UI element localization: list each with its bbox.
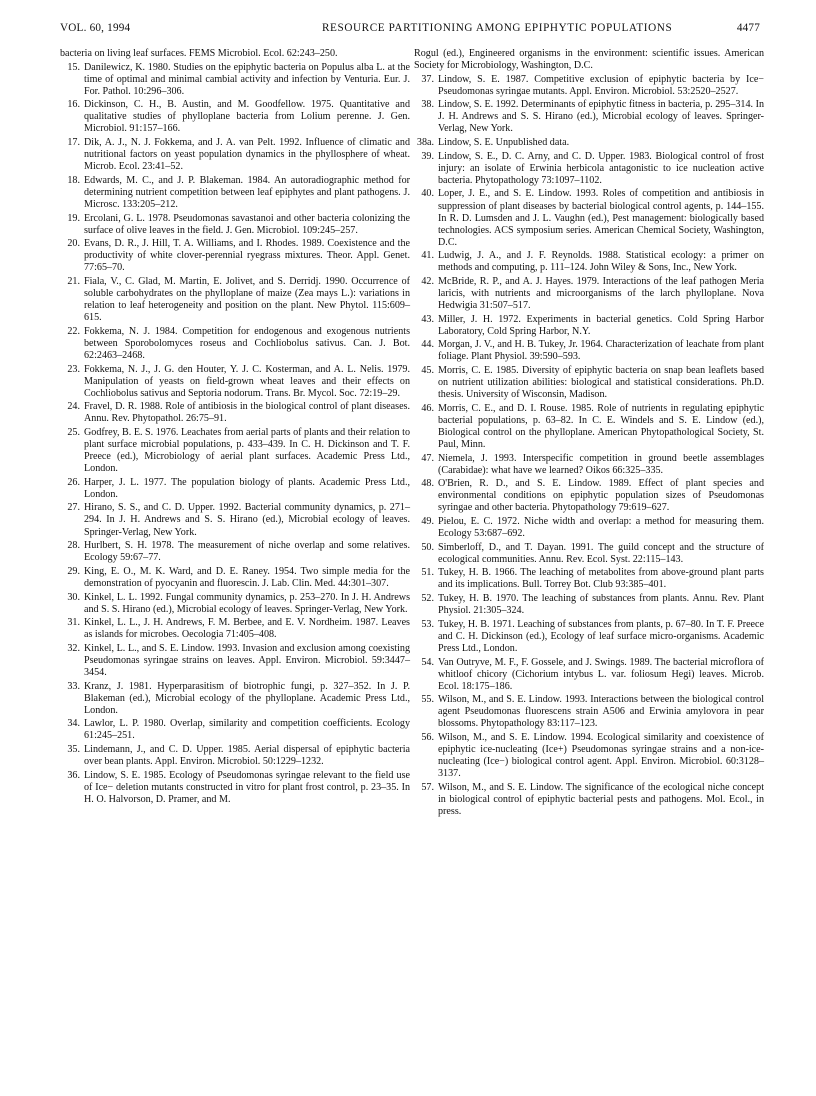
reference-entry bbox=[60, 718, 410, 742]
reference-text: Lindow, S. E. 1992. Determinants of epiphytic fitness in bacteria, p. 295–314. In J. H. Andrews and S. S. Hirano (ed.), Microbial ecology of leaves. Springer-Verlag, New York. bbox=[438, 99, 764, 135]
reference-text: Miller, J. H. 1972. Experiments in bacterial genetics. Cold Spring Harbor Laboratory, Cold Spring Harbor, N.Y. bbox=[438, 313, 764, 337]
reference-number: 22. bbox=[67, 325, 80, 337]
reference-entry bbox=[414, 694, 764, 730]
reference-text: Kinkel, L. L., J. H. Andrews, F. M. Berbee, and E. V. Nordheim. 1987. Leaves as islands for microbes. Oecologia 71:405–408. bbox=[84, 617, 410, 641]
reference-text: Dik, A. J., N. J. Fokkema, and J. A. van Pelt. 1992. Influence of climatic and nutritional factors on yeast population dynamics in the phyllosphere of wheat. Microb. Ecol. 23:41–52. bbox=[84, 137, 410, 173]
page-number: 4477 bbox=[736, 22, 760, 34]
reference-text: Van Outryve, M. F., F. Gossele, and J. Swings. 1989. The bacterial microflora of whitloof chicory (Cichorium intybus L. var. foliosum Hegi) leaves. Microb. Ecol. 18:175–186. bbox=[438, 656, 764, 692]
reference-number: 54. bbox=[421, 656, 434, 668]
reference-number: 42. bbox=[421, 276, 434, 287]
reference-entry bbox=[60, 238, 410, 274]
reference-entry bbox=[60, 566, 410, 590]
reference-text: O'Brien, R. D., and S. E. Lindow. 1989. Effect of plant species and environmental conditions on epiphytic population sizes of Pseudomonas syringae and other bacteria. Phytopathology 79:619–627. bbox=[438, 478, 764, 514]
reference-text: Tukey, H. B. 1971. Leaching of substances from plants, p. 67–80. In T. F. Preece and C. H. Dickinson (ed.), Ecology of leaf surface micro-organisms. Academic Press Ltd., London. bbox=[438, 618, 764, 654]
reference-number: 56. bbox=[421, 732, 434, 743]
reference-entry bbox=[60, 364, 410, 400]
reference-entry bbox=[414, 137, 764, 149]
reference-text: Niemela, J. 1993. Interspecific competition in ground beetle assemblages (Carabidae): what have we learned? Oikos 66:325–335. bbox=[438, 452, 764, 476]
reference-text: Kinkel, L. L., and S. E. Lindow. 1993. Invasion and exclusion among coexisting Pseudomonas syringae strains on leaves. Appl. Environ. Microbiol. 59:3447–3454. bbox=[84, 642, 410, 678]
reference-text: Morgan, J. V., and H. B. Tukey, Jr. 1964. Characterization of leachate from plant foliage. Plant Physiol. 39:590–593. bbox=[438, 339, 764, 363]
running-title: RESOURCE PARTITIONING AMONG EPIPHYTIC POPULATIONS bbox=[322, 22, 673, 34]
reference-text: Ercolani, G. L. 1978. Pseudomonas savastanoi and other bacteria colonizing the surface of olive leaves in the field. J. Gen. Microbiol. 109:245–257. bbox=[84, 212, 410, 236]
reference-entry bbox=[414, 339, 764, 363]
reference-text: Fokkema, N. J., J. G. den Houter, Y. J. C. Kosterman, and A. L. Nelis. 1979. Manipulation of yeasts on field-grown wheat leaves and their effects on Cochliobolus sativus and Septoria nodorum. Trans. Br. Mycol. Soc. 72:19–29. bbox=[84, 363, 410, 399]
reference-entry bbox=[414, 74, 764, 98]
reference-entry bbox=[60, 401, 410, 425]
reference-entry bbox=[414, 314, 764, 338]
reference-number: 51. bbox=[421, 567, 434, 579]
reference-number: 26. bbox=[67, 476, 80, 488]
reference-entry bbox=[60, 643, 410, 679]
reference-entry bbox=[60, 770, 410, 806]
reference-text: Wilson, M., and S. E. Lindow. The significance of the ecological niche concept in biological control of epiphytic bacterial pests and pathogens. Mol. Ecol., in press. bbox=[438, 781, 764, 817]
reference-text: Lindow, S. E. 1985. Ecology of Pseudomonas syringae relevant to the field use of Ice− deletion mutants constructed in vitro for plant frost control, p. 23–35. In H. O. Halvorson, D. Pramer, and M. bbox=[84, 769, 410, 805]
reference-text: Hurlbert, S. H. 1978. The measurement of niche overlap and some relatives. Ecology 59:67–77. bbox=[84, 540, 410, 564]
reference-entry bbox=[414, 365, 764, 401]
reference-text: Simberloff, D., and T. Dayan. 1991. The guild concept and the structure of ecological communities. Annu. Rev. Ecol. Syst. 22:115–143. bbox=[438, 541, 764, 565]
reference-entry bbox=[414, 188, 764, 248]
reference-text: Ludwig, J. A., and J. F. Reynolds. 1988. Statistical ecology: a primer on methods and computing, p. 111–124. John Wiley & Sons, Inc., New York. bbox=[438, 250, 764, 274]
reference-number: 52. bbox=[421, 593, 434, 605]
reference-entry bbox=[60, 326, 410, 362]
reference-number: 57. bbox=[421, 781, 434, 793]
reference-text: Danilewicz, K. 1980. Studies on the epiphytic bacteria on Populus alba L. at the time of optimal and minimal cambial activity and infection by Venturia. Eur. J. For. Pathol. 10:296–306. bbox=[84, 61, 410, 97]
reference-entry bbox=[60, 213, 410, 237]
reference-entry bbox=[414, 657, 764, 693]
reference-text: Lindemann, J., and C. D. Upper. 1985. Aerial dispersal of epiphytic bacteria over bean plants. Appl. Environ. Microbiol. 50:1229–1232. bbox=[84, 744, 410, 768]
reference-entry bbox=[414, 732, 764, 780]
reference-number: 32. bbox=[67, 642, 80, 654]
reference-entry bbox=[60, 477, 410, 501]
reference-text: Fravel, D. R. 1988. Role of antibiosis in the biological control of plant diseases. Annu. Rev. Phytopathol. 26:75–91. bbox=[84, 401, 410, 425]
reference-entry bbox=[414, 478, 764, 514]
reference-text: Harper, J. L. 1977. The population biology of plants. Academic Press Ltd., London. bbox=[84, 476, 410, 500]
reference-number: 23. bbox=[67, 363, 80, 375]
reference-text: Lindow, S. E. Unpublished data. bbox=[438, 137, 570, 149]
reference-number: 37. bbox=[421, 73, 434, 85]
reference-text: Tukey, H. B. 1970. The leaching of substances from plants. Annu. Rev. Plant Physiol. 21:305–324. bbox=[438, 593, 764, 617]
reference-number: 24. bbox=[67, 401, 80, 413]
reference-text: Loper, J. E., and S. E. Lindow. 1993. Roles of competition and antibiosis in suppression of plant diseases by bacterial biological control agents, p. 144–155. In R. D. Lumsden and J. L. Vaughn (ed.), Pest management: biologically based technologies. ACS symposium series. American Chemical Society, Washington, D.C. bbox=[438, 188, 764, 248]
reference-entry bbox=[414, 276, 764, 312]
reference-text: Morris, C. E., and D. I. Rouse. 1985. Role of nutrients in regulating epiphytic bacterial populations, p. 63–82. In C. E. Windels and S. E. Lindow (ed.), Biological control on the phylloplane. American Phytopathological Society, St. Paul, Minn. bbox=[438, 402, 764, 450]
reference-number: 43. bbox=[421, 313, 434, 325]
reference-text: Wilson, M., and S. E. Lindow. 1993. Interactions between the biological control agent Pseudomonas fluorescens strain A506 and Erwinia amylovora in pear blossoms. Phytopathology 83:117–123. bbox=[438, 694, 764, 730]
right-reference-column bbox=[414, 48, 764, 820]
reference-number: 15. bbox=[67, 61, 80, 73]
reference-number: 33. bbox=[67, 680, 80, 692]
reference-number: 44. bbox=[421, 339, 434, 351]
reference-text: Edwards, M. C., and J. P. Blakeman. 1984. An autoradiographic method for determining nutrient competition between leaf epiphytes and plant pathogens. J. Microsc. 133:205–212. bbox=[84, 174, 410, 210]
reference-entry bbox=[414, 516, 764, 540]
reference-number: 16. bbox=[67, 99, 80, 111]
reference-text: Lawlor, L. P. 1980. Overlap, similarity and competition coefficients. Ecology 61:245–251. bbox=[84, 718, 410, 742]
reference-number: 35. bbox=[67, 744, 80, 756]
reference-number: 29. bbox=[67, 565, 80, 577]
reference-number: 36. bbox=[67, 769, 80, 781]
reference-number: 20. bbox=[67, 238, 80, 250]
reference-entry bbox=[60, 617, 410, 641]
reference-number: 41. bbox=[421, 250, 434, 262]
reference-entry bbox=[60, 276, 410, 324]
reference-text: Hirano, S. S., and C. D. Upper. 1992. Bacterial community dynamics, p. 271–294. In J. H. Andrews and S. S. Hirano (ed.), Microbial ecology of leaves. Springer-Verlag, New York. bbox=[84, 502, 410, 538]
reference-text: McBride, R. P., and A. J. Hayes. 1979. Interactions of the leaf pathogen Meria laricis, with nutrients and microorganisms of the larch phylloplane. Nova Hedwigia 31:507–517. bbox=[438, 276, 764, 312]
reference-number: 34. bbox=[67, 718, 80, 730]
reference-number: 55. bbox=[421, 694, 434, 706]
reference-number: 46. bbox=[421, 402, 434, 414]
volume-label: VOL. 60, 1994 bbox=[60, 22, 131, 34]
reference-text: Kranz, J. 1981. Hyperparasitism of biotrophic fungi, p. 327–352. In J. P. Blakeman (ed.), Microbial ecology of the phylloplane. Academic Press Ltd., London. bbox=[84, 680, 410, 716]
reference-text: King, E. O., M. K. Ward, and D. E. Raney. 1954. Two simple media for the demonstration of pyocyanin and fluorescin. J. Lab. Clin. Med. 44:301–307. bbox=[84, 565, 410, 589]
reference-entry bbox=[60, 137, 410, 173]
reference-text: Fiala, V., C. Glad, M. Martin, E. Jolivet, and S. Derridj. 1990. Occurrence of soluble carbohydrates on the phylloplane of maize (Zea mays L.): variations in relation to leaf heterogeneity and position on the plant. New Phytol. 115:609–615. bbox=[84, 276, 410, 324]
reference-entry bbox=[414, 453, 764, 477]
reference-text: Evans, D. R., J. Hill, T. A. Williams, and I. Rhodes. 1989. Coexistence and the productivity of white clover-perennial ryegrass mixtures. Theor. Appl. Genet. 77:65–70. bbox=[84, 238, 410, 274]
reference-entry bbox=[414, 99, 764, 135]
reference-number: 45. bbox=[421, 365, 434, 377]
reference-entry bbox=[414, 542, 764, 566]
reference-number: 38. bbox=[421, 99, 434, 111]
reference-text: Wilson, M., and S. E. Lindow. 1994. Ecological similarity and coexistence of epiphytic ice-nucleating (Ice+) Pseudomonas syringae strains and a non-ice-nucleating (Ice−) biological control agent. Appl. Environ. Microbiol. 60:3128–3137. bbox=[438, 732, 764, 780]
reference-continuation: bacteria on living leaf surfaces. FEMS Microbiol. Ecol. 62:243–250. bbox=[60, 48, 338, 59]
reference-number: 50. bbox=[421, 541, 434, 553]
reference-number: 47. bbox=[421, 452, 434, 464]
reference-entry bbox=[60, 502, 410, 538]
reference-number: 25. bbox=[67, 426, 80, 438]
reference-number: 31. bbox=[67, 617, 80, 629]
reference-entry bbox=[414, 250, 764, 274]
reference-text: Morris, C. E. 1985. Diversity of epiphytic bacteria on snap bean leaflets based on nutrient utilization abilities: biological and statistical considerations. Ph.D. thesis. University of Wisconsin, Madison. bbox=[438, 365, 764, 401]
reference-number: 49. bbox=[421, 516, 434, 528]
reference-text: Kinkel, L. L. 1992. Fungal community dynamics, p. 253–270. In J. H. Andrews and S. S. Hirano (ed.), Microbial ecology of leaves. Springer-Verlag, New York. bbox=[84, 591, 410, 615]
reference-entry bbox=[414, 782, 764, 818]
reference-entry bbox=[60, 540, 410, 564]
reference-number: 38a. bbox=[416, 137, 434, 149]
reference-number: 18. bbox=[67, 174, 80, 186]
reference-entry bbox=[60, 99, 410, 135]
left-reference-column bbox=[60, 48, 410, 807]
reference-number: 30. bbox=[67, 591, 80, 603]
reference-entry bbox=[414, 403, 764, 451]
reference-number: 19. bbox=[67, 212, 80, 224]
reference-entry bbox=[414, 567, 764, 591]
reference-number: 40. bbox=[421, 188, 434, 200]
reference-number: 27. bbox=[67, 502, 80, 514]
reference-text: Tukey, H. B. 1966. The leaching of metabolites from above-ground plant parts and its implications. Bull. Torrey Bot. Club 93:385–401. bbox=[438, 567, 764, 591]
reference-number: 48. bbox=[421, 478, 434, 490]
reference-entry bbox=[414, 151, 764, 187]
reference-entry bbox=[60, 681, 410, 717]
reference-entry bbox=[414, 593, 764, 617]
reference-number: 28. bbox=[67, 540, 80, 552]
running-header bbox=[60, 22, 760, 38]
reference-entry bbox=[60, 175, 410, 211]
reference-number: 53. bbox=[421, 618, 434, 630]
reference-number: 39. bbox=[421, 150, 434, 162]
reference-text: Lindow, S. E. 1987. Competitive exclusion of epiphytic bacteria by Ice− Pseudomonas syringae mutants. Appl. Environ. Microbiol. 53:2520–2527. bbox=[438, 73, 764, 97]
reference-text: Dickinson, C. H., B. Austin, and M. Goodfellow. 1975. Quantitative and qualitative studies of phylloplane bacteria from Lolium perenne. J. Gen. Microbiol. 91:157–166. bbox=[84, 99, 410, 135]
reference-entry bbox=[60, 427, 410, 475]
reference-number: 17. bbox=[67, 137, 80, 149]
reference-text: Lindow, S. E., D. C. Arny, and C. D. Upper. 1983. Biological control of frost injury: an isolate of Erwinia herbicola antagonistic to ice nucleation active bacteria. Phytopathology 73:1097–1102. bbox=[438, 150, 764, 186]
reference-number: 21. bbox=[67, 276, 80, 287]
reference-text: Fokkema, N. J. 1984. Competition for endogenous and exogenous nutrients between Sporobolomyces roseus and Cochliobolus sativus. Can. J. Bot. 62:2463–2468. bbox=[84, 325, 410, 361]
reference-continuation: Rogul (ed.), Engineered organisms in the environment: scientific issues. American Society for Microbiology, Washington, D.C. bbox=[414, 48, 764, 72]
reference-entry bbox=[60, 744, 410, 768]
reference-text: Godfrey, B. E. S. 1976. Leachates from aerial parts of plants and their relation to plant surface microbial populations, p. 433–439. In C. H. Dickinson and T. F. Preece (ed.), Microbiology of aerial plant surfaces. Academic Press Ltd., London. bbox=[84, 426, 410, 475]
reference-entry bbox=[60, 592, 410, 616]
reference-entry bbox=[60, 62, 410, 98]
reference-entry bbox=[414, 619, 764, 655]
reference-text: Pielou, E. C. 1972. Niche width and overlap: a method for measuring them. Ecology 53:687–692. bbox=[438, 516, 764, 540]
